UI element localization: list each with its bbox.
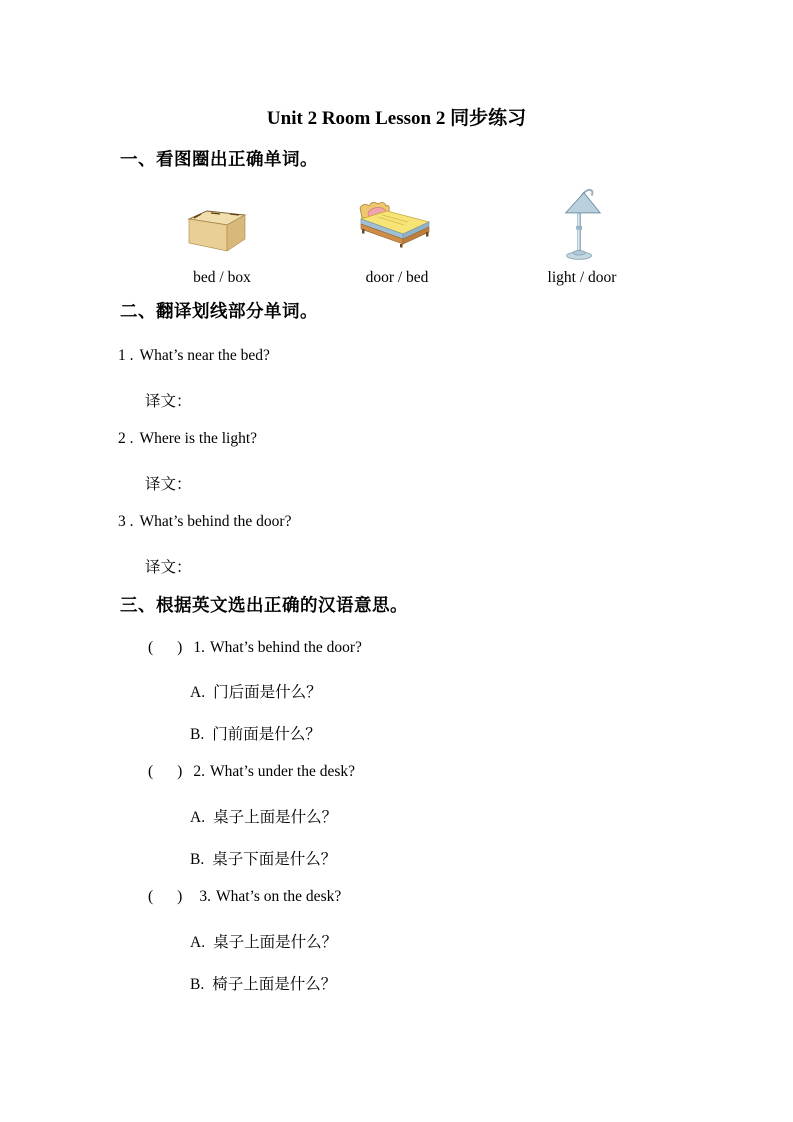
worksheet-title: Unit 2 Room Lesson 2 同步练习	[266, 108, 527, 129]
option-label: B.	[190, 976, 205, 993]
section3-heading: 三、根据英文选出正确的汉语意思。	[120, 595, 408, 615]
section2-question-2	[118, 430, 257, 448]
word-choice-label-3: light / door	[547, 269, 617, 286]
mc3-option-a	[190, 930, 337, 952]
question-number: 2 .	[118, 430, 134, 447]
mc3-option-b	[190, 972, 336, 994]
section2-question-3	[118, 513, 291, 531]
question-text: What’s near the bed?	[139, 347, 270, 364]
mc2-option-b	[190, 847, 336, 869]
question-number: 3.	[199, 888, 211, 905]
question-number: 2.	[193, 763, 205, 780]
option-label: B.	[190, 726, 205, 743]
bed-icon	[356, 198, 432, 248]
question-text: Where is the light?	[139, 430, 257, 447]
mc2-option-a	[190, 805, 337, 827]
answer-paren-close: )	[177, 639, 183, 656]
translation-label-1: 译文：	[145, 393, 192, 410]
translation-label-2: 译文：	[145, 476, 192, 493]
mc-question-2	[148, 763, 355, 781]
question-number: 3 .	[118, 513, 134, 530]
box-icon	[186, 206, 250, 254]
mc-question-3	[148, 888, 341, 906]
answer-paren-close: )	[177, 763, 183, 780]
option-text: 桌子上面是什么？	[213, 809, 338, 826]
answer-paren-open: (	[148, 888, 154, 905]
option-text: 椅子上面是什么？	[212, 976, 337, 993]
option-text: 桌子上面是什么？	[213, 934, 338, 951]
translation-label-3: 译文：	[145, 559, 192, 576]
answer-paren-open: (	[148, 639, 154, 656]
mc-question-1	[148, 639, 362, 657]
option-text: 桌子下面是什么？	[212, 851, 337, 868]
question-text: What’s under the desk?	[209, 763, 356, 780]
option-label: A.	[190, 684, 206, 701]
word-choice-label-2: door / bed	[365, 269, 429, 286]
question-text: What’s on the desk?	[215, 888, 342, 905]
question-text: What’s behind the door?	[209, 639, 362, 656]
mc1-option-b	[190, 722, 321, 744]
option-text: 门后面是什么？	[213, 684, 322, 701]
section2-heading: 二、翻译划线部分单词。	[120, 301, 318, 321]
word-choice-label-1: bed / box	[193, 269, 251, 286]
question-text: What’s behind the door?	[139, 513, 292, 530]
section2-question-1	[118, 347, 270, 365]
answer-paren-open: (	[148, 763, 154, 780]
option-label: A.	[190, 809, 206, 826]
answer-paren-close: )	[177, 888, 183, 905]
mc1-option-a	[190, 680, 322, 702]
question-number: 1 .	[118, 347, 134, 364]
option-label: B.	[190, 851, 205, 868]
question-number: 1.	[193, 639, 205, 656]
option-text: 门前面是什么？	[212, 726, 321, 743]
section1-heading: 一、看图圈出正确单词。	[120, 149, 318, 169]
option-label: A.	[190, 934, 206, 951]
floor-lamp-icon	[556, 184, 606, 261]
